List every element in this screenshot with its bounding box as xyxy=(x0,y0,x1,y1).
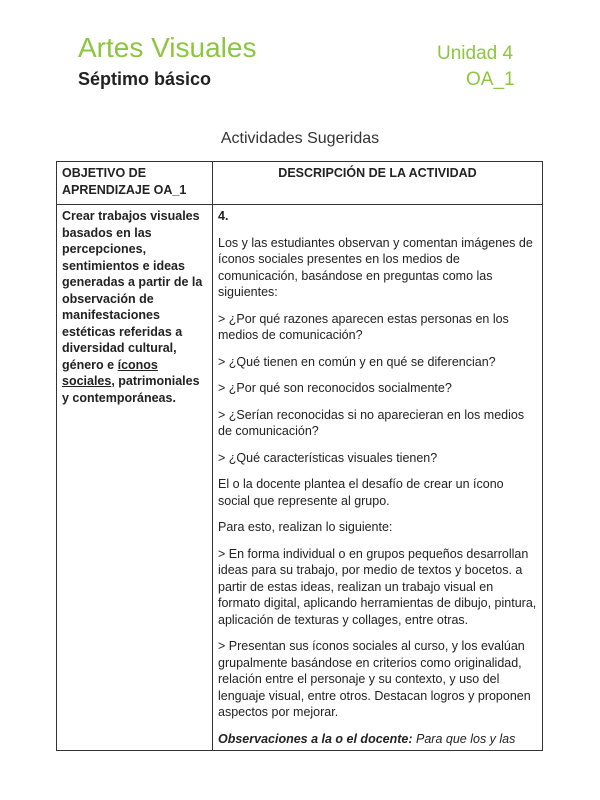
paragraph: > En forma individual o en grupos pequeños desarrollan ideas para su trabajo, por medio de textos y bocetos. a partir de estas ideas, realizan un trabajo visual en formato digital, aplicando herramientas de dibujo, pintura, aplicación de texturas y collages, entre otras. xyxy=(218,546,537,627)
objective-link: íconos sociales xyxy=(62,357,158,388)
paragraph: > ¿Serían reconocidas si no aparecieran en los medios de comunicación? xyxy=(218,407,525,438)
paragraph: Los y las estudiantes observan y comentan imágenes de íconos sociales presentes en los medios de comunicación, basándose en preguntas como las siguientes: xyxy=(218,235,533,299)
objective-text: Crear trabajos visuales basados en las percepciones, sentimientos e ideas generadas a partir de la observación de manifestaciones estéticas referidas a diversidad cultural, género e xyxy=(62,209,203,372)
paragraph: El o la docente plantea el desafío de crear un ícono social que represente al grupo. xyxy=(218,477,504,508)
objective-text-end: , patrimoniales y contemporáneas. xyxy=(62,374,200,405)
oa-label: OA_1 xyxy=(466,69,515,90)
objective-header: OBJETIVO DE APRENDIZAJE OA_1 xyxy=(57,162,213,205)
section-title: Actividades Sugeridas xyxy=(220,130,380,147)
table-row xyxy=(57,205,543,751)
unit-label: Unidad 4 xyxy=(437,43,514,64)
paragraph: > ¿Por qué son reconocidos socialmente? xyxy=(218,381,452,395)
subject-title: Artes Visuales xyxy=(78,32,257,63)
objective-cell xyxy=(57,205,213,751)
table-header-row xyxy=(57,162,543,205)
paragraph: > Presentan sus íconos sociales al curso, y los evalúan grupalmente basándose en criterios como originalidad, relación entre el personaje y su contexto, y uso del lenguaje visual, entre otros. Destacan logros y proponen aspectos por mejorar. xyxy=(218,639,531,719)
description-cell xyxy=(213,205,543,751)
grade-label: Séptimo básico xyxy=(78,69,212,89)
activity-number: 4. xyxy=(218,209,229,223)
paragraph: > ¿Por qué razones aparecen estas personas en los medios de comunicación? xyxy=(218,311,509,342)
paragraph: > ¿Qué características visuales tienen? xyxy=(218,450,438,465)
activities-table xyxy=(56,161,543,751)
observation xyxy=(218,731,537,747)
observation-text: Para que los y las xyxy=(412,731,516,746)
paragraph: Para esto, realizan lo siguiente: xyxy=(218,520,393,534)
description-header: DESCRIPCIÓN DE LA ACTIVIDAD xyxy=(213,162,543,205)
observation-label: Observaciones a la o el docente: xyxy=(218,731,413,746)
paragraph: > ¿Qué tienen en común y en qué se diferencian? xyxy=(218,354,496,369)
